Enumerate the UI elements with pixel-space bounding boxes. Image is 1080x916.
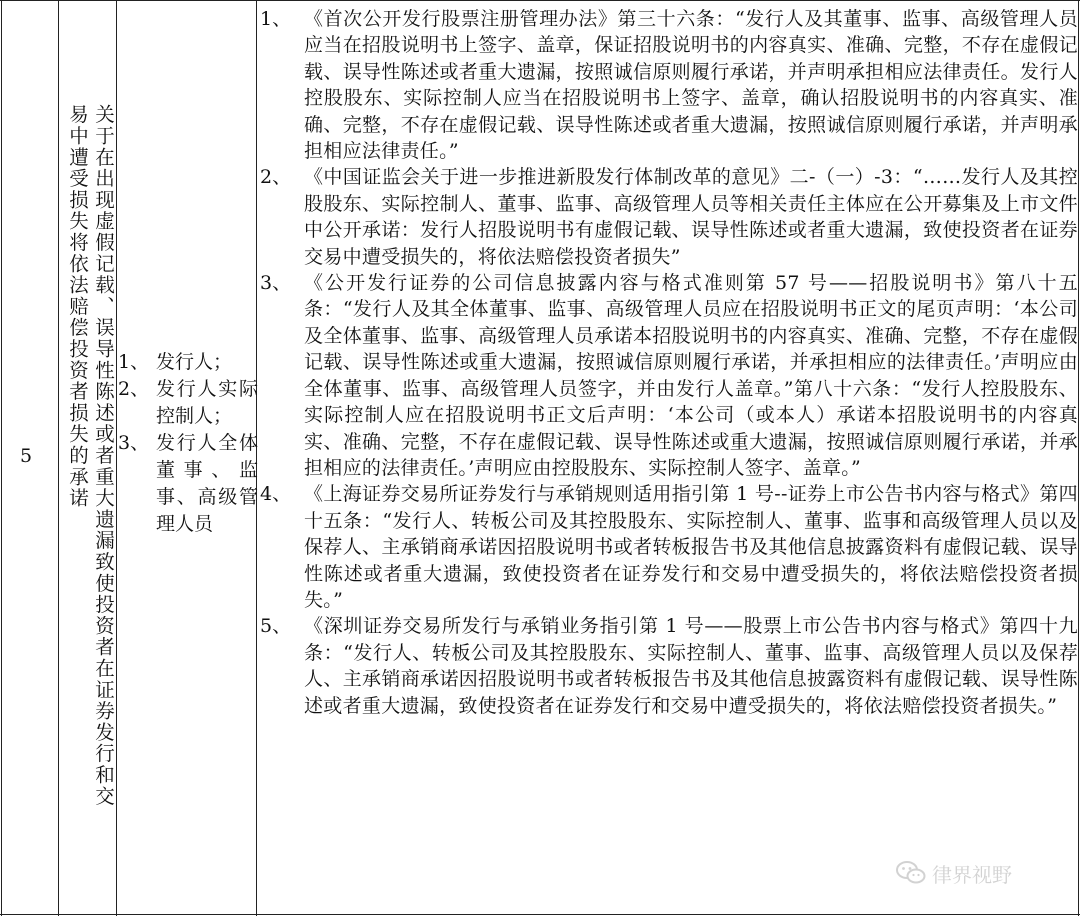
subject-item <box>118 430 258 538</box>
basis-number: 2、 <box>260 166 292 189</box>
basis-item <box>260 481 1078 613</box>
basis-item <box>260 6 1078 164</box>
basis-number: 3、 <box>260 272 292 295</box>
basis-text: 《深圳证券交易所发行与承销业务指引第 1 号——股票上市公告书内容与格式》第四十九条：“发行人、转板公司及其控股股东、实际控制人、董事、监事、高级管理人员以及保荐人、主承销商承诺因招股说明书或者转板报告书及其他信息披露资料有虚假记载、误导性陈述或者重大遗漏，致使投资者在证券发行和交易中遭受损失的，将依法赔偿投资者损失。” <box>304 615 1078 717</box>
column-divider-2 <box>116 0 117 916</box>
subject-number: 2、 <box>118 378 150 400</box>
subject-item <box>118 349 258 376</box>
row-number: 5 <box>20 445 33 467</box>
basis-text: 《公开发行证券的公司信息披露内容与格式准则第 57 号——招股说明书》第八十五条：“发行人及其全体董事、监事、高级管理人员应在招股说明书正文的尾页声明：‘本公司及全体董事、监事、高级管理人员承诺本招股说明书的内容真实、准确、完整，不存在虚假记载、误导性陈述或重大遗漏，按照诚信原则履行承诺，并承担相应的法律责任。’声明应由全体董事、监事、高级管理人员签字，并由发行人盖章。”第八十六条：“发行人控股股东、实际控制人应在招股说明书正文后声明：‘本公司（或本人）承诺本招股说明书的内容真实、准确、完整，不存在虚假记载、误导性陈述或重大遗漏，按照诚信原则履行承诺，并承担相应的法律责任。’声明应由控股股东、实际控制人签字、盖章。” <box>304 272 1078 479</box>
table-top-border <box>0 0 1080 1</box>
commitment-title: 关于在出现虚假记载、误导性陈述或者重大遗漏致使投资者在证券发行和交易中遭受损失将依法赔偿投资者损失的承诺 <box>66 104 115 807</box>
watermark <box>896 856 1076 890</box>
basis-item <box>260 164 1078 270</box>
subject-number: 1、 <box>118 351 150 373</box>
basis-text: 《首次公开发行股票注册管理办法》第三十六条：“发行人及其董事、监事、高级管理人员应当在招股说明书上签字、盖章，保证招股说明书的内容真实、准确、完整，不存在虚假记载、误导性陈述或者重大遗漏，按照诚信原则履行承诺，并声明承担相应法律责任。发行人控股股东、实际控制人应当在招股说明书上签字、盖章，确认招股说明书的内容真实、准确、完整，不存在虚假记载、误导性陈述或者重大遗漏，按照诚信原则履行承诺，并声明承担相应法律责任。” <box>304 8 1078 163</box>
table-bottom-border <box>0 914 1080 915</box>
basis-number: 4、 <box>260 483 292 506</box>
watermark-text: 律界视野 <box>932 862 1012 887</box>
commitment-subjects <box>118 349 258 538</box>
legal-basis <box>260 6 1078 719</box>
basis-item <box>260 613 1078 719</box>
basis-number: 1、 <box>260 8 292 30</box>
table-right-border <box>1078 0 1079 916</box>
column-divider-1 <box>58 0 59 916</box>
table-left-border <box>1 0 2 916</box>
subject-text: 发行人实际控制人； <box>156 378 258 427</box>
basis-text: 《上海证券交易所证券发行与承销规则适用指引第 1 号--证券上市公告书内容与格式》第四十五条：“发行人、转板公司及其控股股东、实际控制人、董事、监事和高级管理人员以及保荐人、主承销商承诺因招股说明书或者转板报告书及其他信息披露资料有虚假记载、误导性陈述或者重大遗漏，致使投资者在证券发行和交易中遭受损失的，将依法赔偿投资者损失。” <box>304 483 1078 611</box>
basis-number: 5、 <box>260 615 292 638</box>
basis-text: 《中国证监会关于进一步推进新股发行体制改革的意见》二-（一）-3：“……发行人及其控股股东、实际控制人、董事、监事、高级管理人员等相关责任主体应在公开募集及上市文件中公开承诺：发行人招股说明书有虚假记载、误导性陈述或者重大遗漏，致使投资者在证券交易中遭受损失的，将依法赔偿投资者损失” <box>304 166 1078 268</box>
subject-text: 发行人全体董事、监事、高级管理人员 <box>156 432 258 535</box>
wechat-icon <box>896 860 926 886</box>
subject-text: 发行人； <box>156 351 233 373</box>
subject-number: 3、 <box>118 432 150 454</box>
basis-item <box>260 270 1078 481</box>
subject-item <box>118 376 258 430</box>
